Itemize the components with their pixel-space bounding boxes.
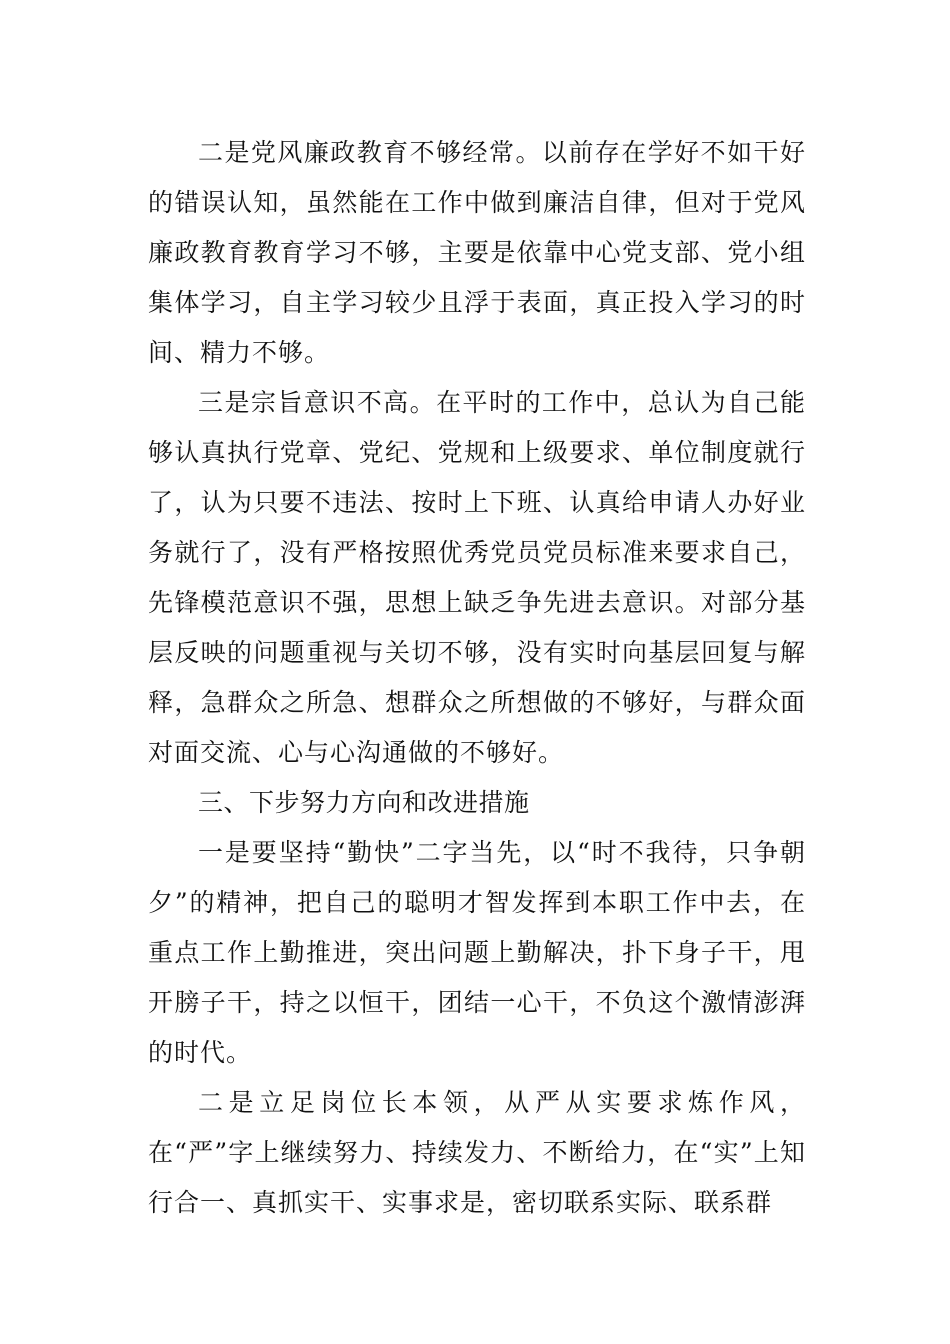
paragraph-party-integrity-education: 二是党风廉政教育不够经常。以前存在学好不如干好的错误认知，虽然能在工作中做到廉洁自律，但对于党风廉政教育教育学习不够，主要是依靠中心党支部、党小组集体学习，自主学习较少且浮于表面，真正投入学习的时间、精力不够。 — [148, 138, 806, 367]
paragraph-diligence: 一是要坚持“勤快”二字当先，以“时不我待，只争朝夕”的精神，把自己的聪明才智发挥到本职工作中去，在重点工作上勤推进，突出问题上勤解决，扑下身子干，甩开膀子干，持之以恒干，团结一心干，不负这个激情澎湃的时代。 — [148, 838, 806, 1067]
paragraph-purpose-awareness: 三是宗旨意识不高。在平时的工作中，总认为自己能够认真执行党章、党纪、党规和上级要求、单位制度就行了，认为只要不违法、按时上下班、认真给申请人办好业务就行了，没有严格按照优秀党员党员标准来要求自己，先锋模范意识不强，思想上缺乏争先进去意识。对部分基层反映的问题重视与关切不够，没有实时向基层回复与解释，急群众之所急、想群众之所想做的不够好，与群众面对面交流、心与心沟通做的不够好。 — [148, 388, 806, 767]
paragraph-job-skills: 二是立足岗位长本领，从严从实要求炼作风，在“严”字上继续努力、持续发力、不断给力，在“实”上知行合一、真抓实干、实事求是，密切联系实际、联系群 — [148, 1088, 806, 1217]
document-body — [148, 128, 806, 1228]
section-heading-improvement-measures: 三、下步努力方向和改进措施 — [198, 788, 530, 817]
